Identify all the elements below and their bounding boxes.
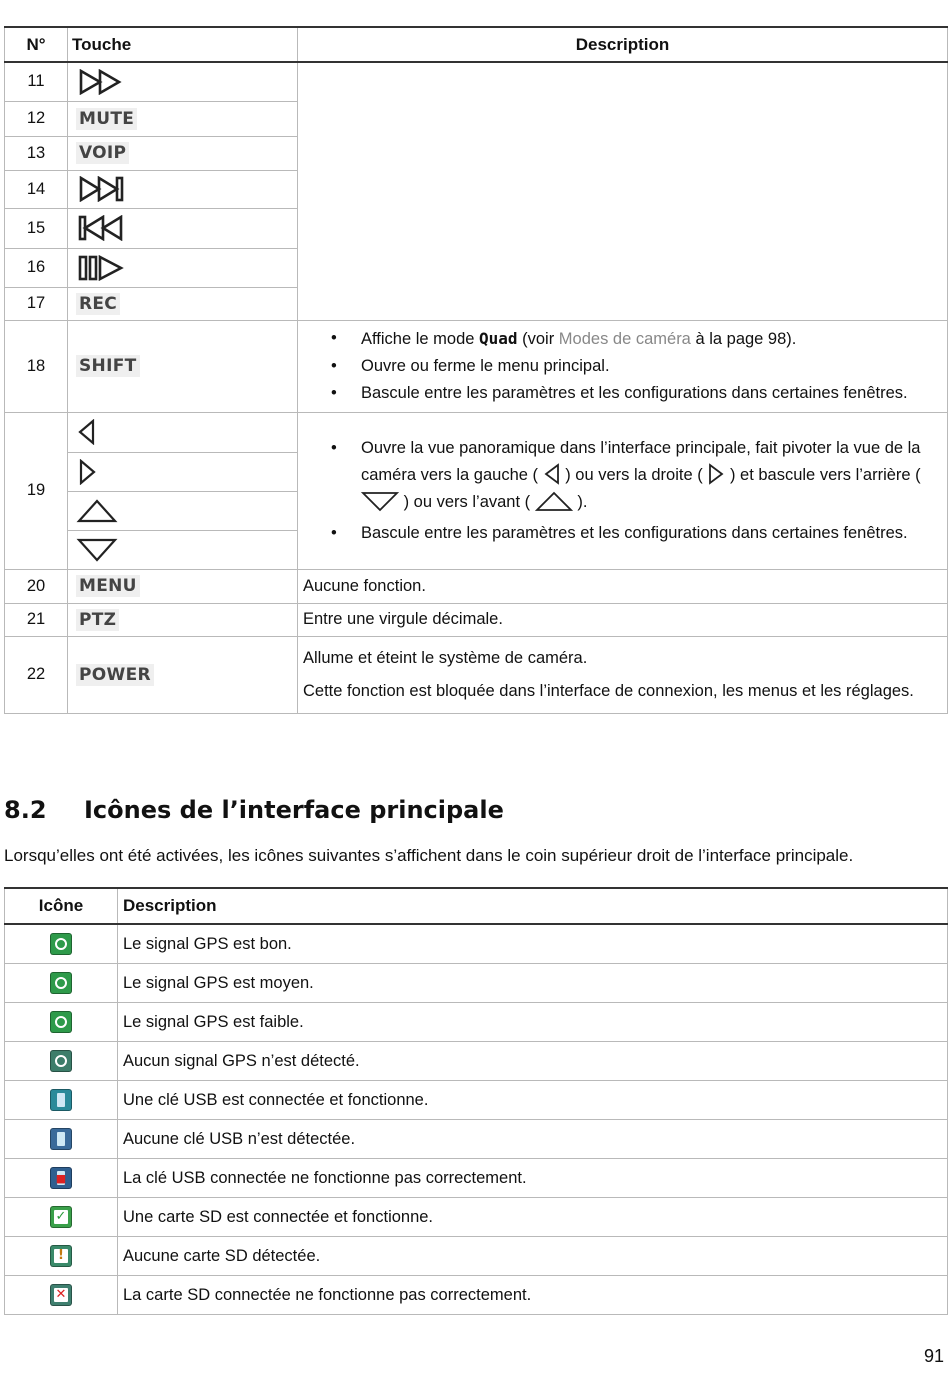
page-number: 91 xyxy=(923,1346,944,1366)
usb-none-icon xyxy=(50,1128,72,1150)
row-number: 19 xyxy=(5,412,68,569)
key-label-voip: VOIP xyxy=(76,142,129,164)
icon-description: La carte SD connectée ne fonctionne pas correctement. xyxy=(118,1276,948,1315)
table-row xyxy=(5,964,948,1003)
key-label-shift: SHIFT xyxy=(76,355,140,377)
section-heading xyxy=(4,796,504,824)
skip-next-icon xyxy=(68,170,298,208)
icon-description: Aucune carte SD détectée. xyxy=(118,1237,948,1276)
sd-ok-icon: ✓ xyxy=(50,1206,72,1228)
arrow-left-icon xyxy=(543,463,561,485)
row-number: 12 xyxy=(5,101,68,136)
list-item: • Bascule entre les paramètres et les configurations dans certaines fenêtres. xyxy=(361,380,943,407)
header-description: Description xyxy=(118,888,948,924)
icon-cell xyxy=(5,1003,118,1042)
arrow-down-icon xyxy=(361,490,399,512)
row-number: 14 xyxy=(5,170,68,208)
pause-play-icon xyxy=(68,248,298,287)
row-number: 13 xyxy=(5,136,68,170)
table-row xyxy=(5,1042,948,1081)
table-row xyxy=(5,569,948,603)
row-number: 20 xyxy=(5,569,68,603)
icon-description: Le signal GPS est moyen. xyxy=(118,964,948,1003)
icon-cell xyxy=(5,924,118,964)
row-number: 15 xyxy=(5,208,68,248)
sd-error-icon: ✕ xyxy=(50,1284,72,1306)
icon-cell xyxy=(5,1120,118,1159)
keys-table-header xyxy=(5,27,948,62)
power-desc-line-2: Cette fonction est bloquée dans l’interface de connexion, les menus et les réglages. xyxy=(303,681,914,700)
row-number: 18 xyxy=(5,320,68,412)
key-label-rec: REC xyxy=(76,293,120,315)
table-row xyxy=(5,1198,948,1237)
arrow-up-icon xyxy=(68,491,298,530)
camera-modes-link[interactable]: Modes de caméra xyxy=(558,330,691,348)
row-number: 21 xyxy=(5,603,68,636)
icon-cell xyxy=(5,1237,118,1276)
row-number: 22 xyxy=(5,636,68,713)
table-row xyxy=(5,924,948,964)
gps-weak-icon xyxy=(50,1011,72,1033)
icon-description: Le signal GPS est bon. xyxy=(118,924,948,964)
sd-none-icon: ! xyxy=(50,1245,72,1267)
table-row xyxy=(5,1120,948,1159)
power-desc-line-1: Allume et éteint le système de caméra. xyxy=(303,648,588,667)
key-label-power: POWER xyxy=(76,664,154,686)
gps-none-icon xyxy=(50,1050,72,1072)
section-title: Icônes de l’interface principale xyxy=(84,796,504,824)
icon-description: Aucun signal GPS n’est détecté. xyxy=(118,1042,948,1081)
arrow-right-icon xyxy=(707,463,725,485)
icon-description: Une clé USB est connectée et fonctionne. xyxy=(118,1081,948,1120)
icons-table-header xyxy=(5,888,948,924)
key-label-menu: MENU xyxy=(76,575,140,597)
icon-cell xyxy=(5,1042,118,1081)
header-num: N° xyxy=(5,27,68,62)
list-item: • Bascule entre les paramètres et les configurations dans certaines fenêtres. xyxy=(361,520,943,547)
key-label-ptz: PTZ xyxy=(76,609,119,631)
icon-description: Aucune clé USB n’est détectée. xyxy=(118,1120,948,1159)
gps-good-icon xyxy=(50,933,72,955)
header-description: Description xyxy=(298,27,948,62)
icon-description: Une carte SD est connectée et fonctionne. xyxy=(118,1198,948,1237)
icon-description: Le signal GPS est faible. xyxy=(118,1003,948,1042)
quad-code: Quad xyxy=(479,329,518,348)
list-item: • Affiche le mode Quad (voir Modes de caméra à la page 98). xyxy=(361,325,943,353)
icon-cell xyxy=(5,1159,118,1198)
table-row xyxy=(5,636,948,713)
key-label-mute: MUTE xyxy=(76,108,137,130)
row-number: 17 xyxy=(5,287,68,320)
row-number: 16 xyxy=(5,248,68,287)
list-item: • Ouvre ou ferme le menu principal. xyxy=(361,353,943,380)
arrows-description xyxy=(298,412,948,569)
list-item: • Ouvre la vue panoramique dans l’interface principale, fait pivoter la vue de la caméra vers la gauche ( ) ou vers la droite ( ) et bascule vers l’arrière ( ) ou vers l’avant ( ). xyxy=(361,435,943,516)
header-icon: Icône xyxy=(5,888,118,924)
arrow-down-icon xyxy=(68,530,298,569)
usb-ok-icon xyxy=(50,1089,72,1111)
keys-table xyxy=(4,26,948,714)
row-number: 11 xyxy=(5,62,68,101)
power-description xyxy=(298,636,948,713)
usb-error-icon: ■ xyxy=(50,1167,72,1189)
table-row xyxy=(5,1276,948,1315)
skip-previous-icon xyxy=(68,208,298,248)
header-key: Touche xyxy=(68,27,298,62)
icon-cell xyxy=(5,1081,118,1120)
table-row xyxy=(5,1159,948,1198)
table-row xyxy=(5,412,948,452)
table-row xyxy=(5,62,948,101)
icons-table xyxy=(4,887,948,1315)
icon-cell xyxy=(5,964,118,1003)
ptz-description: Entre une virgule décimale. xyxy=(298,603,948,636)
table-row xyxy=(5,1003,948,1042)
arrow-right-icon xyxy=(68,452,298,491)
table-row xyxy=(5,1237,948,1276)
section-intro: Lorsqu’elles ont été activées, les icônes suivantes s’affichent dans le coin supérieur droit de l’interface principale. xyxy=(4,846,854,865)
table-row xyxy=(5,603,948,636)
shift-description xyxy=(298,320,948,412)
gps-medium-icon xyxy=(50,972,72,994)
fast-forward-icon xyxy=(68,62,298,101)
section-number: 8.2 xyxy=(4,796,47,824)
empty-description xyxy=(298,62,948,320)
icon-description: La clé USB connectée ne fonctionne pas correctement. xyxy=(118,1159,948,1198)
table-row xyxy=(5,320,948,412)
arrow-up-icon xyxy=(535,490,573,512)
menu-description: Aucune fonction. xyxy=(298,569,948,603)
icon-cell xyxy=(5,1198,118,1237)
table-row xyxy=(5,1081,948,1120)
icon-cell xyxy=(5,1276,118,1315)
arrow-left-icon xyxy=(68,412,298,452)
